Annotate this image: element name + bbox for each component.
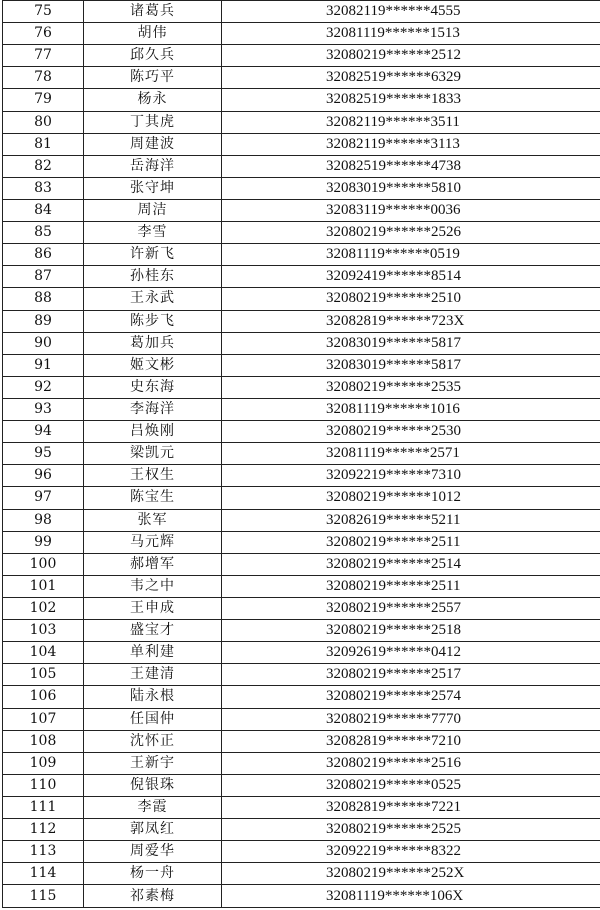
id-number-text: 32080219******2514 [326,555,461,572]
id-number-cell [222,133,600,155]
row-number-cell: 106 [3,686,84,708]
row-number-cell: 75 [3,1,84,23]
person-name-cell: 胡伟 [84,23,222,45]
id-number-cell [222,487,600,509]
id-number-text: 32080219******2518 [326,622,461,639]
id-number-text: 32082619******5211 [326,511,461,528]
row-number-cell: 87 [3,266,84,288]
table-row [3,553,600,575]
person-name-cell: 陈巧平 [84,67,222,89]
id-number-text: 32080219******2516 [326,754,461,771]
person-name-cell: 祁素梅 [84,885,222,908]
row-number-cell: 103 [3,620,84,642]
table-row [3,89,600,111]
row-number-cell: 105 [3,664,84,686]
table-row [3,531,600,553]
id-number-text: 32080219******2530 [326,423,461,440]
row-number-cell: 113 [3,841,84,863]
row-number-cell: 111 [3,796,84,818]
id-number-text: 32081119******1513 [326,25,460,42]
id-number-cell [222,266,600,288]
table-row [3,398,600,420]
person-name-cell: 单利建 [84,642,222,664]
row-number-cell: 109 [3,752,84,774]
person-name-cell: 陈步飞 [84,310,222,332]
table-row [3,67,600,89]
row-number-cell: 86 [3,244,84,266]
table-row [3,310,600,332]
id-number-text: 32083019******5817 [326,356,461,373]
id-number-text: 32080219******2525 [326,821,461,838]
person-name-cell: 诸葛兵 [84,1,222,23]
id-number-cell [222,398,600,420]
id-number-cell [222,244,600,266]
id-number-cell [222,553,600,575]
id-number-text: 32080219******7770 [326,710,461,727]
id-number-text: 32080219******2535 [326,378,461,395]
table-row [3,841,600,863]
id-number-text: 32082819******723X [326,312,465,329]
row-number-cell: 96 [3,465,84,487]
row-number-cell: 104 [3,642,84,664]
id-number-cell [222,155,600,177]
id-number-text: 32080219******0525 [326,776,461,793]
id-number-text: 32082119******4555 [326,3,461,20]
id-number-cell [222,885,600,908]
row-number-cell: 112 [3,819,84,841]
id-number-text: 32080219******2574 [326,688,461,705]
table-row [3,863,600,885]
row-number-cell: 91 [3,354,84,376]
id-number-text: 32082519******6329 [326,69,461,86]
person-name-cell: 陈宝生 [84,487,222,509]
id-number-cell [222,111,600,133]
id-number-cell [222,509,600,531]
table-row [3,487,600,509]
id-number-text: 32081119******0519 [326,246,460,263]
table-row [3,421,600,443]
id-number-text: 32080219******1012 [326,489,461,506]
id-number-cell [222,354,600,376]
person-name-cell: 沈怀正 [84,730,222,752]
id-number-cell [222,531,600,553]
table-row [3,23,600,45]
person-name-cell: 周洁 [84,199,222,221]
table-row [3,45,600,67]
id-number-cell [222,863,600,885]
row-number-cell: 92 [3,376,84,398]
id-number-text: 32080219******2511 [326,533,461,550]
id-number-cell [222,597,600,619]
id-number-text: 32083019******5810 [326,179,461,196]
row-number-cell: 95 [3,443,84,465]
id-number-cell [222,620,600,642]
table-row [3,730,600,752]
table-row [3,509,600,531]
id-number-cell [222,376,600,398]
id-number-cell [222,752,600,774]
row-number-cell: 79 [3,89,84,111]
table-row [3,575,600,597]
person-name-cell: 倪银珠 [84,774,222,796]
row-number-cell: 88 [3,288,84,310]
row-number-cell: 100 [3,553,84,575]
row-number-cell: 93 [3,398,84,420]
id-number-cell [222,819,600,841]
id-number-text: 32092419******8514 [326,268,461,285]
id-number-cell [222,465,600,487]
table-row [3,752,600,774]
table-row [3,155,600,177]
table-row [3,177,600,199]
roster-body [3,1,600,908]
person-name-cell: 许新飞 [84,244,222,266]
person-name-cell: 李海洋 [84,398,222,420]
id-number-cell [222,67,600,89]
id-number-text: 32082519******4738 [326,157,461,174]
id-number-text: 32083019******5817 [326,334,461,351]
row-number-cell: 78 [3,67,84,89]
person-name-cell: 周建波 [84,133,222,155]
id-number-cell [222,45,600,67]
id-number-cell [222,575,600,597]
id-number-text: 32082119******3113 [326,135,460,152]
row-number-cell: 84 [3,199,84,221]
row-number-cell: 98 [3,509,84,531]
person-name-cell: 杨永 [84,89,222,111]
id-number-cell [222,642,600,664]
row-number-cell: 85 [3,222,84,244]
row-number-cell: 94 [3,421,84,443]
id-number-cell [222,23,600,45]
row-number-cell: 115 [3,885,84,908]
row-number-cell: 97 [3,487,84,509]
person-name-cell: 张守坤 [84,177,222,199]
table-row [3,266,600,288]
row-number-cell: 80 [3,111,84,133]
person-name-cell: 孙桂东 [84,266,222,288]
table-row [3,222,600,244]
id-number-text: 32092219******7310 [326,467,461,484]
table-row [3,708,600,730]
id-number-text: 32080219******2511 [326,577,461,594]
table-row [3,376,600,398]
id-number-cell [222,841,600,863]
person-name-cell: 郭凤红 [84,819,222,841]
table-row [3,443,600,465]
id-number-cell [222,222,600,244]
id-number-cell [222,288,600,310]
table-row [3,332,600,354]
person-name-cell: 王新宇 [84,752,222,774]
row-number-cell: 82 [3,155,84,177]
table-row [3,774,600,796]
id-number-text: 32080219******2517 [326,666,461,683]
id-number-text: 32080219******252X [326,865,465,882]
person-name-cell: 丁其虎 [84,111,222,133]
table-row [3,597,600,619]
id-number-cell [222,708,600,730]
id-number-cell [222,89,600,111]
person-name-cell: 姬文彬 [84,354,222,376]
person-name-cell: 李霞 [84,796,222,818]
id-number-cell [222,443,600,465]
person-name-cell: 王建清 [84,664,222,686]
person-name-cell: 杨一舟 [84,863,222,885]
row-number-cell: 107 [3,708,84,730]
person-name-cell: 韦之中 [84,575,222,597]
id-number-text: 32080219******2557 [326,600,461,616]
id-number-text: 32082119******3511 [326,113,460,130]
person-name-cell: 任国仲 [84,708,222,730]
person-name-cell: 张军 [84,509,222,531]
row-number-cell: 114 [3,863,84,885]
table-row [3,111,600,133]
row-number-cell: 83 [3,177,84,199]
person-name-cell: 王申成 [84,597,222,619]
person-name-cell: 盛宝才 [84,620,222,642]
row-number-cell: 77 [3,45,84,67]
id-number-text: 32092219******8322 [326,843,461,860]
id-number-text: 32080219******2526 [326,224,461,241]
id-number-text: 32082819******7221 [326,798,461,815]
table-row [3,465,600,487]
table-row [3,642,600,664]
id-number-cell [222,177,600,199]
person-name-cell: 马元辉 [84,531,222,553]
id-number-text: 32092619******0412 [326,644,461,661]
id-number-cell [222,310,600,332]
person-name-cell: 葛加兵 [84,332,222,354]
person-name-cell: 李雪 [84,222,222,244]
id-number-cell [222,421,600,443]
row-number-cell: 76 [3,23,84,45]
id-number-text: 32082519******1833 [326,91,461,108]
table-row [3,885,600,908]
table-row [3,244,600,266]
row-number-cell: 110 [3,774,84,796]
id-number-cell [222,774,600,796]
row-number-cell: 108 [3,730,84,752]
row-number-cell: 90 [3,332,84,354]
row-number-cell: 99 [3,531,84,553]
id-number-cell [222,1,600,23]
table-row [3,1,600,23]
table-row [3,620,600,642]
id-number-cell [222,199,600,221]
id-number-cell [222,796,600,818]
person-name-cell: 岳海洋 [84,155,222,177]
id-number-cell [222,664,600,686]
table-row [3,686,600,708]
table-row [3,199,600,221]
id-number-text: 32080219******2512 [326,47,461,64]
table-row [3,664,600,686]
person-name-cell: 邱久兵 [84,45,222,67]
table-row [3,819,600,841]
table-row [3,133,600,155]
person-name-cell: 郝增军 [84,553,222,575]
table-row [3,288,600,310]
row-number-cell: 81 [3,133,84,155]
row-number-cell: 89 [3,310,84,332]
table-row [3,354,600,376]
person-name-cell: 吕焕刚 [84,421,222,443]
person-name-cell: 史东海 [84,376,222,398]
person-name-cell: 王权生 [84,465,222,487]
table-row [3,796,600,818]
id-number-text: 32082819******7210 [326,732,461,749]
person-name-cell: 梁凯元 [84,443,222,465]
person-name-cell: 陆永根 [84,686,222,708]
roster-table [2,0,600,908]
row-number-cell: 102 [3,597,84,619]
id-number-cell [222,730,600,752]
id-number-text: 32081119******2571 [326,445,460,462]
person-name-cell: 王永武 [84,288,222,310]
id-number-text: 32081119******1016 [326,401,460,418]
id-number-cell [222,332,600,354]
id-number-text: 32083119******0036 [326,202,461,219]
id-number-cell [222,686,600,708]
person-name-cell: 周爱华 [84,841,222,863]
id-number-text: 32081119******106X [326,887,464,904]
row-number-cell: 101 [3,575,84,597]
id-number-text: 32080219******2510 [326,290,461,307]
